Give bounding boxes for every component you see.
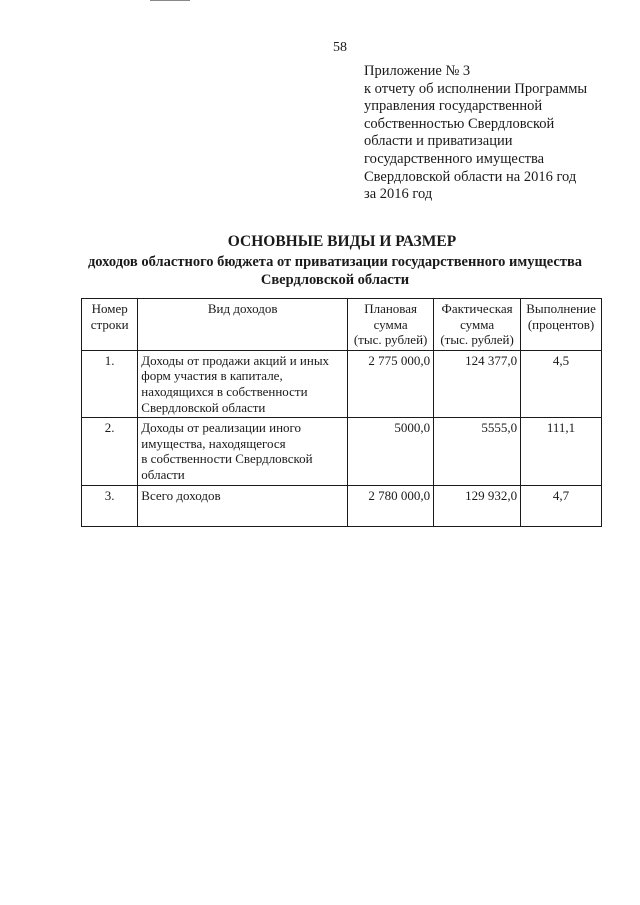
cell-row-number: 1.: [82, 350, 138, 417]
header-income-type: Вид доходов: [138, 299, 348, 351]
table-header-row: [82, 299, 602, 351]
header-planned-amount: Плановая сумма (тыс. рублей): [348, 299, 434, 351]
cell-actual-amount: 5555,0: [434, 418, 521, 485]
cell-row-number: 3.: [82, 485, 138, 526]
cell-income-type: Доходы от реализации иного имущества, находящегося в собственности Свердловской области: [138, 418, 348, 485]
cell-completion-percent: 4,7: [521, 485, 602, 526]
table-row: [82, 485, 602, 526]
appendix-line: за 2016 год: [364, 186, 433, 203]
page-number: 58: [333, 40, 347, 55]
cell-actual-amount: 124 377,0: [434, 350, 521, 417]
appendix-line: Приложение № 3: [364, 63, 471, 79]
header-row-number: Номер строки: [82, 299, 138, 351]
cell-row-number: 2.: [82, 418, 138, 485]
cell-planned-amount: 2 775 000,0: [348, 350, 434, 417]
cell-income-type: Всего доходов: [138, 485, 348, 526]
appendix-line: собственностью Свердловской: [364, 115, 555, 132]
cell-planned-amount: 5000,0: [348, 418, 434, 485]
appendix-block: [364, 63, 624, 204]
cell-completion-percent: 111,1: [521, 418, 602, 485]
header-completion-percent: Выполнение (процентов): [521, 299, 602, 351]
table-row: [82, 350, 602, 417]
table-row: [82, 418, 602, 485]
appendix-line: государственного имущества: [364, 150, 545, 167]
subtitle-line-1: доходов областного бюджета от приватизации государственного имущества: [87, 254, 583, 270]
subtitle-line-2: Свердловской области: [260, 272, 410, 288]
income-table: [81, 298, 602, 527]
appendix-line: к отчету об исполнении Программы: [364, 80, 588, 97]
document-title: ОСНОВНЫЕ ВИДЫ И РАЗМЕР: [227, 233, 457, 250]
appendix-line: Свердловской области на 2016 год: [364, 168, 577, 185]
cell-planned-amount: 2 780 000,0: [348, 485, 434, 526]
scan-edge-mark: [150, 0, 190, 1]
appendix-line: области и приватизации: [364, 133, 513, 150]
header-actual-amount: Фактическая сумма (тыс. рублей): [434, 299, 521, 351]
cell-actual-amount: 129 932,0: [434, 485, 521, 526]
cell-income-type: Доходы от продажи акций и иных форм участия в капитале, находящихся в собственности Свердловской области: [138, 350, 348, 417]
appendix-line: управления государственной: [364, 98, 543, 115]
cell-completion-percent: 4,5: [521, 350, 602, 417]
document-subtitle: [0, 253, 640, 289]
